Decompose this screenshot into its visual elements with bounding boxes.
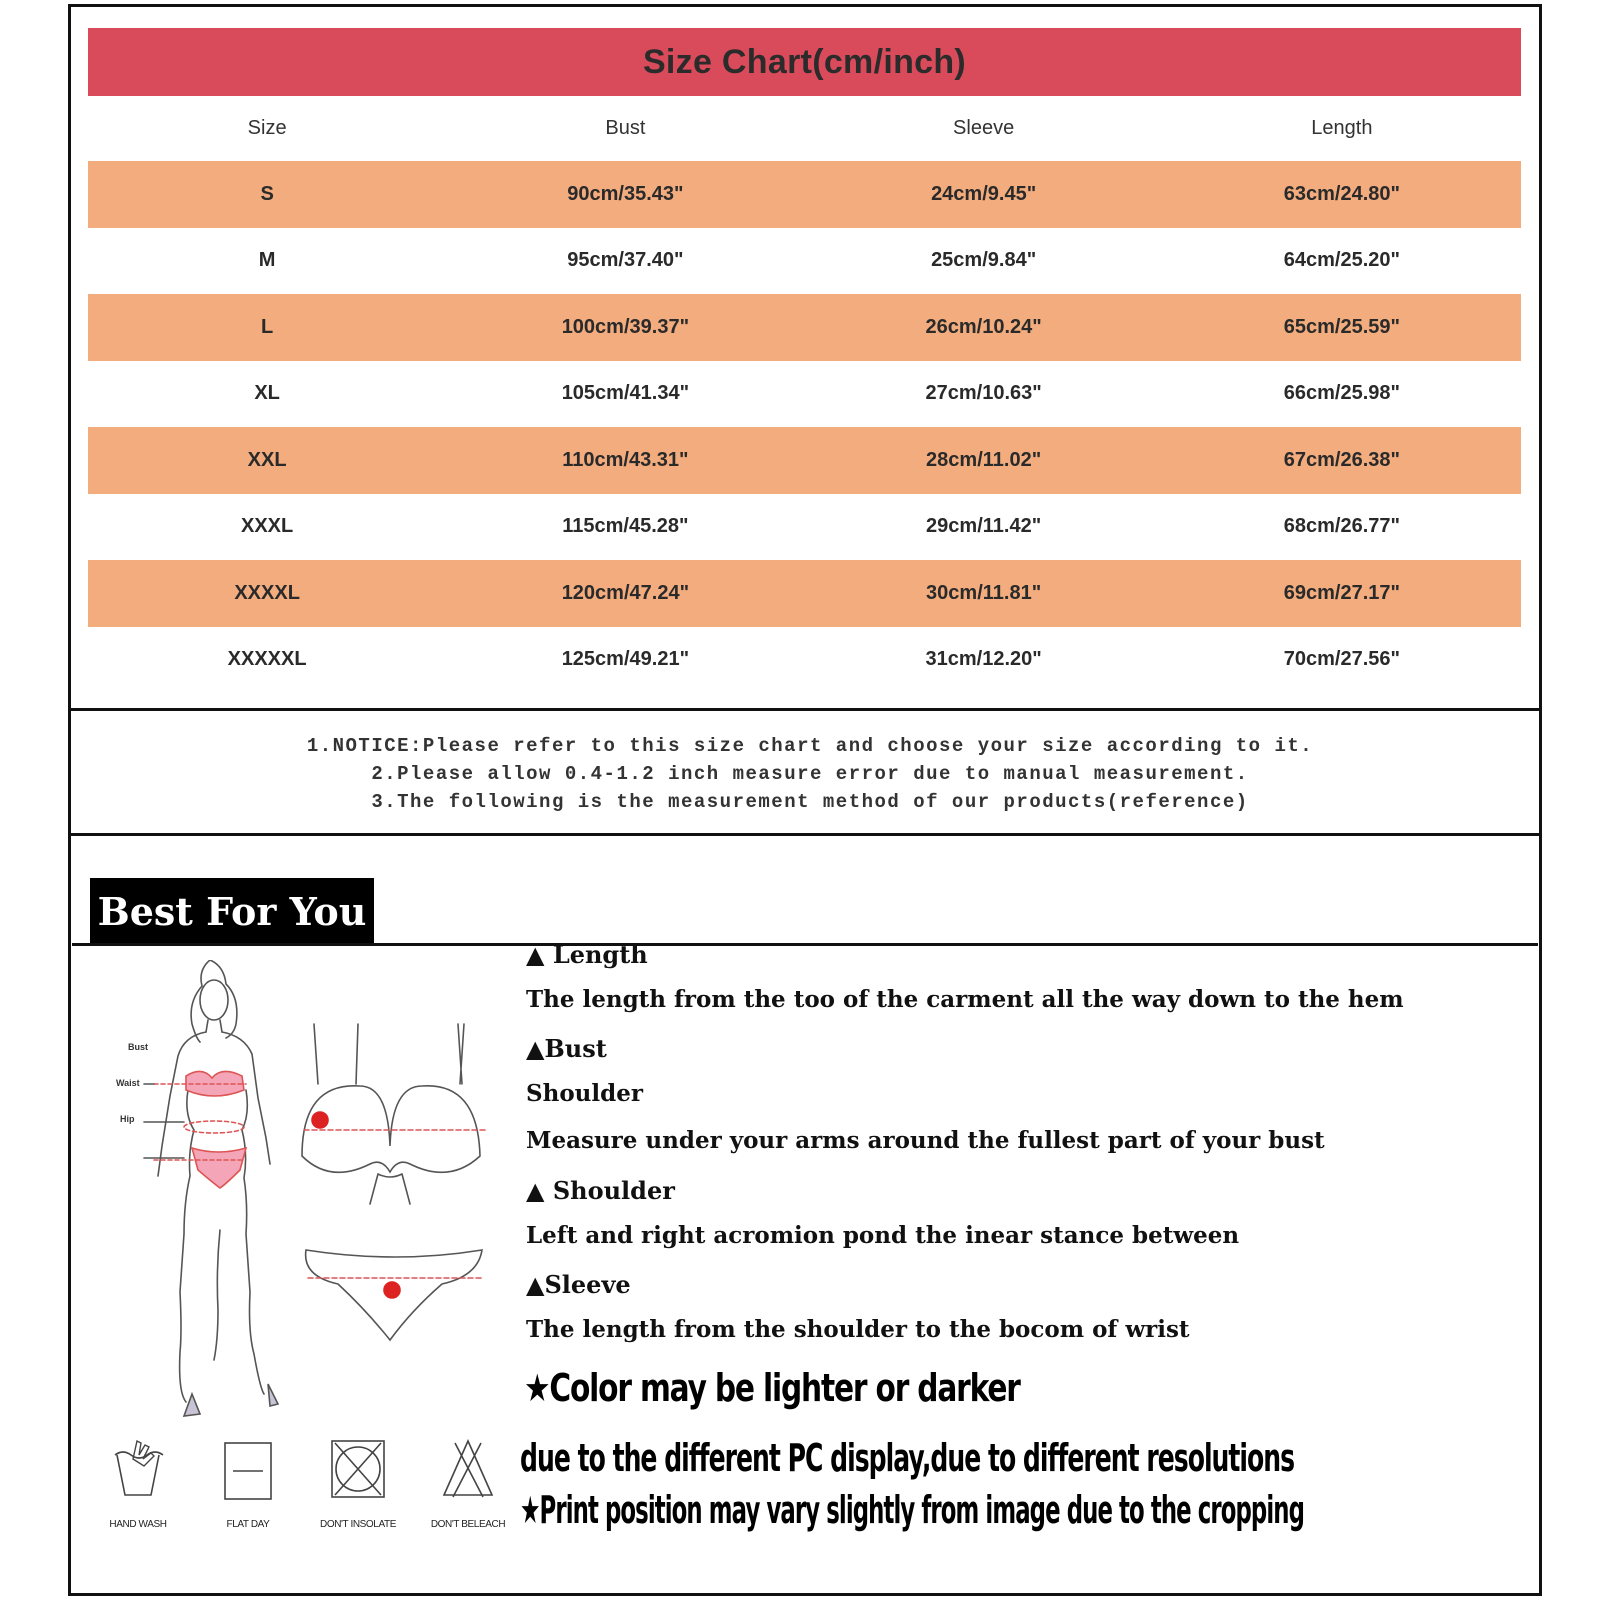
figure-bikini-bottom: [192, 1148, 246, 1188]
bust-cell: 115cm/45.28": [562, 515, 689, 538]
length-cell: 68cm/26.77": [1283, 515, 1400, 538]
table-row: [88, 161, 1521, 228]
size-cell: XXXXXL: [227, 648, 307, 671]
notice-line: 3.The following is the measurement method of our products(reference): [371, 791, 1249, 813]
best-for-you-tab: [90, 878, 374, 944]
bra-illustration: [302, 1024, 486, 1204]
size-cell: XXL: [247, 448, 287, 471]
hand-wash-icon: [103, 1435, 173, 1505]
sleeve-cell: 26cm/10.24": [925, 315, 1042, 338]
sleeve-cell: 25cm/9.84": [931, 249, 1037, 272]
length-text: The length from the too of the carment all the way down to the hem: [526, 986, 1404, 1013]
size-cell: M: [258, 249, 276, 272]
table-row: [88, 494, 1521, 561]
care-item-flat-dry: [198, 1435, 298, 1530]
column-header-bust: Bust: [605, 117, 646, 139]
flat-dry-icon: [213, 1435, 283, 1505]
bust-cell: 105cm/41.34": [561, 382, 690, 405]
figure-label-hip: Hip: [120, 1114, 135, 1124]
measurement-illustration: [110, 960, 510, 1420]
bust-cell: 120cm/47.24": [561, 581, 690, 604]
length-cell: 67cm/26.38": [1283, 448, 1400, 471]
length-cell: 64cm/25.20": [1283, 249, 1400, 272]
size-cell: XL: [254, 382, 280, 405]
section-divider: [68, 833, 1542, 836]
sleeve-cell: 27cm/10.63": [925, 382, 1042, 405]
care-item-hand-wash: [88, 1435, 188, 1530]
shoulder-text: Left and right acromion pond the inear stance between: [526, 1222, 1240, 1249]
care-label: HAND WASH: [109, 1519, 167, 1530]
section-divider: [68, 708, 1542, 711]
size-cell: L: [261, 315, 274, 338]
bust-heading: ▲Bust: [526, 1034, 607, 1063]
sleeve-heading: ▲Sleeve: [526, 1270, 631, 1299]
size-chart-title-bar: [88, 28, 1521, 96]
notice-line: 2.Please allow 0.4-1.2 inch measure error due to manual measurement.: [371, 763, 1249, 785]
length-heading: ▲ Length: [526, 940, 648, 969]
figure-label-waist: Waist: [116, 1078, 140, 1088]
care-instructions: [88, 1435, 518, 1545]
length-cell: 69cm/27.17": [1283, 581, 1400, 604]
size-cell: XXXXL: [234, 581, 300, 604]
care-label: DON'T BELEACH: [430, 1519, 506, 1530]
column-header-size: Size: [247, 117, 287, 139]
size-table-header: [88, 96, 1521, 161]
shoulder-heading: ▲ Shoulder: [526, 1176, 675, 1205]
table-row: [88, 294, 1521, 361]
display-note: due to the different PC display,due to different resolutions: [520, 1436, 1295, 1480]
column-header-length: Length: [1311, 117, 1373, 139]
table-row: [88, 228, 1521, 295]
notice-line: 1.NOTICE:Please refer to this size chart and choose your size according to it.: [306, 735, 1314, 757]
column-header-sleeve: Sleeve: [953, 117, 1015, 139]
sleeve-cell: 31cm/12.20": [925, 648, 1042, 671]
bust-cell: 110cm/43.31": [562, 448, 689, 471]
size-cell: S: [260, 182, 274, 205]
color-note: ★Color may be lighter or darker: [524, 1366, 1020, 1410]
length-cell: 70cm/27.56": [1283, 648, 1400, 671]
table-row: [88, 361, 1521, 428]
bust-cell: 95cm/37.40": [567, 249, 684, 272]
sleeve-text: The length from the shoulder to the bocom of wrist: [526, 1316, 1190, 1343]
size-cell: XXXL: [241, 515, 294, 538]
sleeve-cell: 29cm/11.42": [926, 515, 1042, 538]
care-item-do-not-bleach: [418, 1435, 518, 1530]
best-for-you-title: Best For You: [97, 888, 367, 934]
sleeve-cell: 24cm/9.45": [931, 182, 1037, 205]
table-row: [88, 560, 1521, 627]
model-figure: [158, 960, 278, 1416]
bust-text: Measure under your arms around the fullest part of your bust: [526, 1127, 1325, 1154]
sleeve-cell: 28cm/11.02": [926, 448, 1042, 471]
length-cell: 63cm/24.80": [1283, 182, 1400, 205]
table-row: [88, 627, 1521, 694]
figure-label-bust: Bust: [128, 1042, 148, 1052]
care-item-do-not-tumble: [308, 1435, 408, 1530]
bust-cell: 125cm/49.21": [561, 648, 690, 671]
table-row: [88, 427, 1521, 494]
do-not-tumble-icon: [323, 1435, 393, 1505]
size-chart-title: Size Chart(cm/inch): [642, 42, 967, 81]
care-label: DON'T INSOLATE: [320, 1519, 396, 1530]
care-label: FLAT DAY: [226, 1519, 270, 1530]
notice-block: [120, 732, 1500, 816]
bust-subheading: Shoulder: [526, 1080, 643, 1107]
panty-illustration: [306, 1250, 484, 1340]
bust-cell: 100cm/39.37": [561, 315, 690, 338]
length-cell: 66cm/25.98": [1283, 382, 1400, 405]
bust-cell: 90cm/35.43": [567, 182, 684, 205]
best-for-you-rule: [72, 943, 1538, 946]
print-note: ★Print position may vary slightly from image due to the cropping: [520, 1488, 1305, 1532]
length-cell: 65cm/25.59": [1283, 315, 1400, 338]
do-not-bleach-icon: [433, 1435, 503, 1505]
size-table: [88, 96, 1521, 693]
sleeve-cell: 30cm/11.81": [926, 581, 1042, 604]
